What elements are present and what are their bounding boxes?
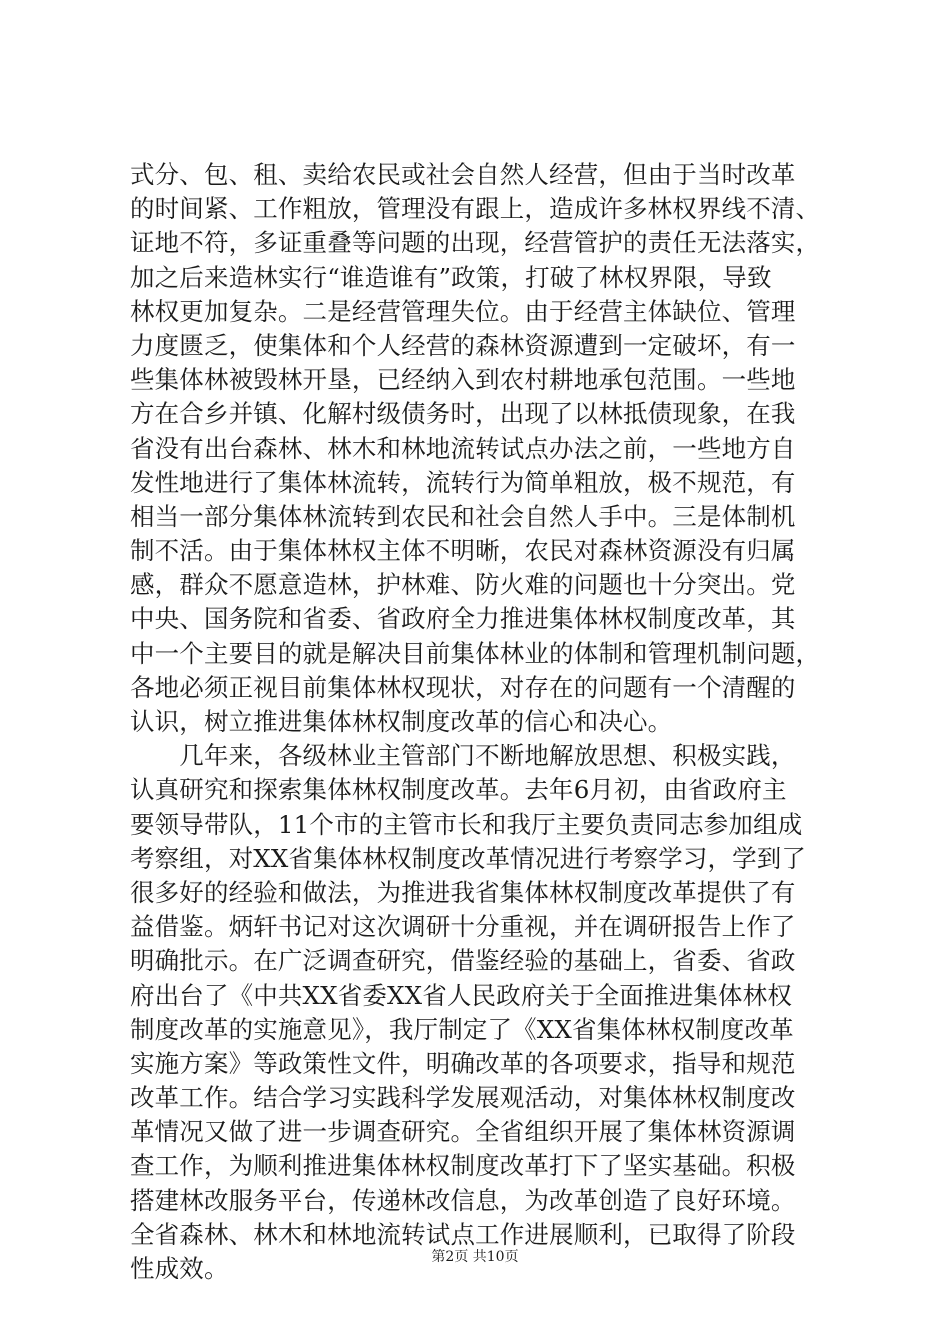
page-number: 第2页 共10页: [431, 1249, 519, 1265]
text-line: 制度改革的实施意见》，我厅制定了《XX省集体林权制度改革: [130, 1014, 794, 1044]
text-line: 认识，树立推进集体林权制度改革的信心和决心。: [130, 707, 673, 736]
text-line: 相当一部分集体林流转到农民和社会自然人手中。三是体制机: [130, 501, 796, 531]
text-line: 革情况又做了进一步调查研究。全省组织开展了集体林资源调: [130, 1117, 796, 1147]
text-line: 搭建林改服务平台，传递林改信息，为改革创造了良好环境。: [130, 1185, 796, 1215]
text-line: 几年来，各级林业主管部门不断地解放思想、积极实践，: [130, 741, 796, 771]
text-line: 中一个主要目的就是解决目前集体林业的体制和管理机制问题，: [130, 638, 821, 668]
text-line: 全省森林、林木和林地流转试点工作进展顺利，已取得了阶段: [130, 1219, 796, 1249]
text-line: 方在合乡并镇、化解村级债务时，出现了以林抵债现象，在我: [130, 399, 796, 429]
body-text: [130, 158, 830, 1286]
text-line: 发性地进行了集体林流转，流转行为简单粗放，极不规范，有: [130, 467, 796, 497]
text-line: 证地不符，多证重叠等问题的出现，经营管护的责任无法落实，: [130, 228, 821, 258]
text-line: 改革工作。结合学习实践科学发展观活动，对集体林权制度改: [130, 1083, 796, 1113]
text-line: 很多好的经验和做法，为推进我省集体林权制度改革提供了有: [130, 877, 796, 907]
text-line: 林权更加复杂。二是经营管理失位。由于经营主体缺位、管理: [130, 296, 796, 326]
text-line: 的时间紧、工作粗放，管理没有跟上，造成许多林权界线不清、: [130, 194, 821, 224]
text-line: 加之后来造林实行“谁造谁有”政策，打破了林权界限，导致: [130, 262, 772, 292]
text-line: 考察组，对XX省集体林权制度改革情况进行考察学习，学到了: [130, 843, 807, 873]
text-line: 实施方案》等政策性文件，明确改革的各项要求，指导和规范: [130, 1048, 796, 1078]
text-line: 认真研究和探索集体林权制度改革。去年6月初，由省政府主: [130, 775, 787, 805]
text-line: 省没有出台森林、林木和林地流转试点办法之前，一些地方自: [130, 433, 796, 463]
text-line: 要领导带队，11个市的主管市长和我厅主要负责同志参加组成: [130, 809, 803, 839]
text-line: 力度匮乏，使集体和个人经营的森林资源遭到一定破坏，有一: [130, 330, 796, 360]
text-line: 些集体林被毁林开垦，已经纳入到农村耕地承包范围。一些地: [130, 365, 796, 395]
text-line: 性成效。: [130, 1254, 229, 1283]
text-line: 益借鉴。炳轩书记对这次调研十分重视，并在调研报告上作了: [130, 912, 796, 942]
text-line: 府出台了《中共XX省委XX省人民政府关于全面推进集体林权: [130, 980, 792, 1010]
text-line: 各地必须正视目前集体林权现状，对存在的问题有一个清醒的: [130, 672, 796, 702]
text-line: 制不活。由于集体林权主体不明晰，农民对森林资源没有归属: [130, 536, 796, 566]
text-line: 感，群众不愿意造林，护林难、防火难的问题也十分突出。党: [130, 570, 796, 600]
text-line: 式分、包、租、卖给农民或社会自然人经营，但由于当时改革: [130, 160, 796, 189]
text-line: 中央、国务院和省委、省政府全力推进集体林权制度改革，其: [130, 604, 796, 634]
text-line: 明确批示。在广泛调查研究，借鉴经验的基础上，省委、省政: [130, 946, 796, 976]
text-line: 查工作，为顺利推进集体林权制度改革打下了坚实基础。积极: [130, 1151, 796, 1181]
